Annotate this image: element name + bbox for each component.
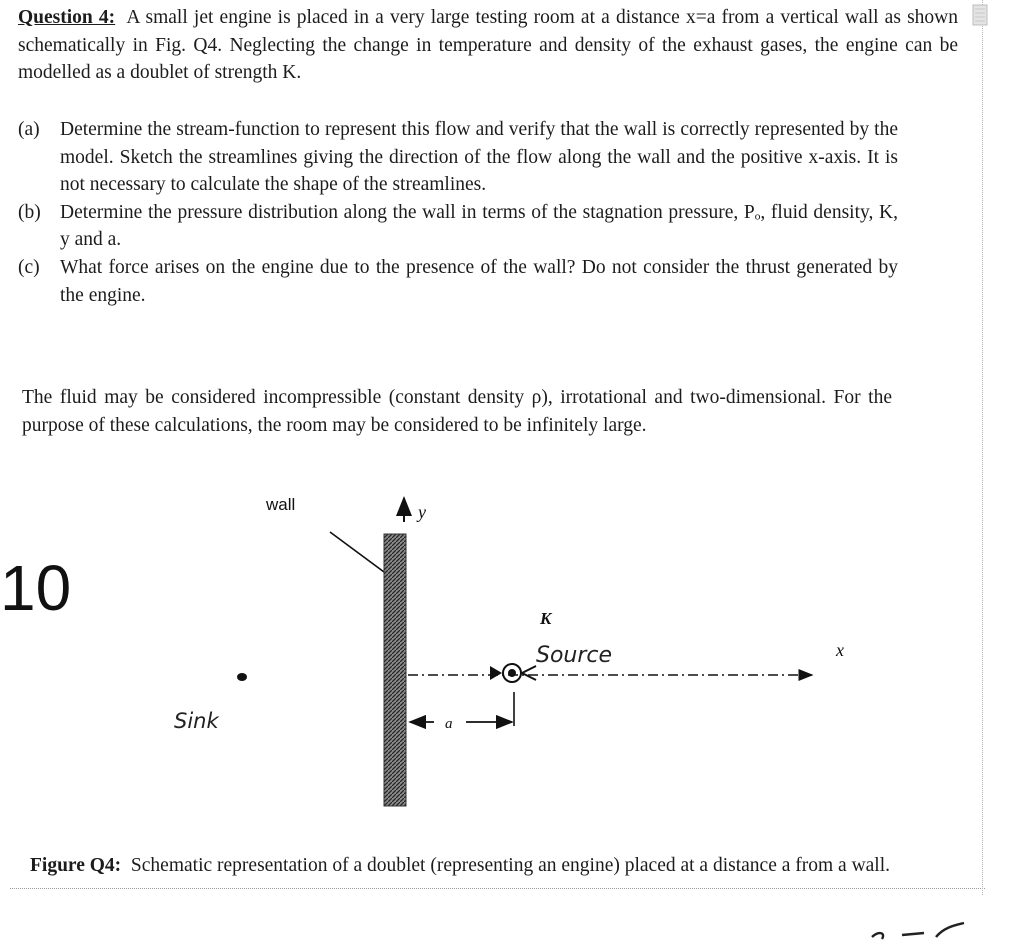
sink-label: Sink <box>174 709 219 733</box>
right-dotted-border <box>982 0 983 895</box>
bottom-right-scribble <box>840 915 980 944</box>
assumptions-note: The fluid may be considered incompressible (constant density ρ), irrotational and two-dimensional. For the purpose of these calculations, the room may be considered to be infinitely large. <box>22 386 892 436</box>
bottom-dotted-border <box>10 888 985 889</box>
part-b <box>18 199 898 254</box>
x-axis-label: x <box>836 640 844 660</box>
part-a-text: Determine the stream-function to represent this flow and verify that the wall is correctly represented by the model. Sketch the streamlines giving the direction of the flow along the wall and the positive x-axis. It is not necessary to calculate the shape of the streamlines. <box>60 119 898 196</box>
part-a-label: (a) <box>18 119 40 140</box>
wall-label: wall <box>266 495 296 514</box>
page-side-number: 10 <box>0 552 72 624</box>
question-heading: Question 4: <box>18 7 116 28</box>
figure-q4-diagram <box>0 470 1012 830</box>
doublet-symbol <box>490 664 536 682</box>
distance-a-label: a <box>445 716 453 732</box>
part-b-label: (b) <box>18 201 41 223</box>
question-intro-text: A small jet engine is placed in a very large testing room at a distance x=a from a vertical wall as shown schematically in Fig. Q4. Neglecting the change in temperature and density of the exhaust gases, the engine can be modelled as a doublet of strength K. <box>18 7 958 84</box>
y-axis-label: y <box>418 502 426 522</box>
wall-pointer-line <box>330 532 384 572</box>
figure-caption-text: Schematic representation of a doublet (representing an engine) placed at a distance a from a wall. <box>130 854 891 876</box>
wall <box>384 534 406 806</box>
part-c-label: (c) <box>18 256 40 278</box>
part-c-text: What force arises on the engine due to the presence of the wall? Do not consider the thrust generated by the engine. <box>60 256 898 306</box>
part-b-text: Determine the pressure distribution along the wall in terms of the stagnation pressure, Pₒ, fluid density, K, y and a. <box>60 201 898 251</box>
question-block <box>18 4 958 87</box>
question-parts <box>18 116 898 309</box>
figure-caption-label: Figure Q4: <box>30 854 122 876</box>
part-a <box>18 116 898 199</box>
question-intro <box>18 4 958 87</box>
doublet-strength-label: K <box>540 609 552 628</box>
corner-scan-artifact <box>972 4 988 26</box>
part-c <box>18 254 898 309</box>
figure-caption <box>30 852 970 879</box>
sink-point <box>237 673 247 681</box>
source-label: Source <box>536 643 613 668</box>
